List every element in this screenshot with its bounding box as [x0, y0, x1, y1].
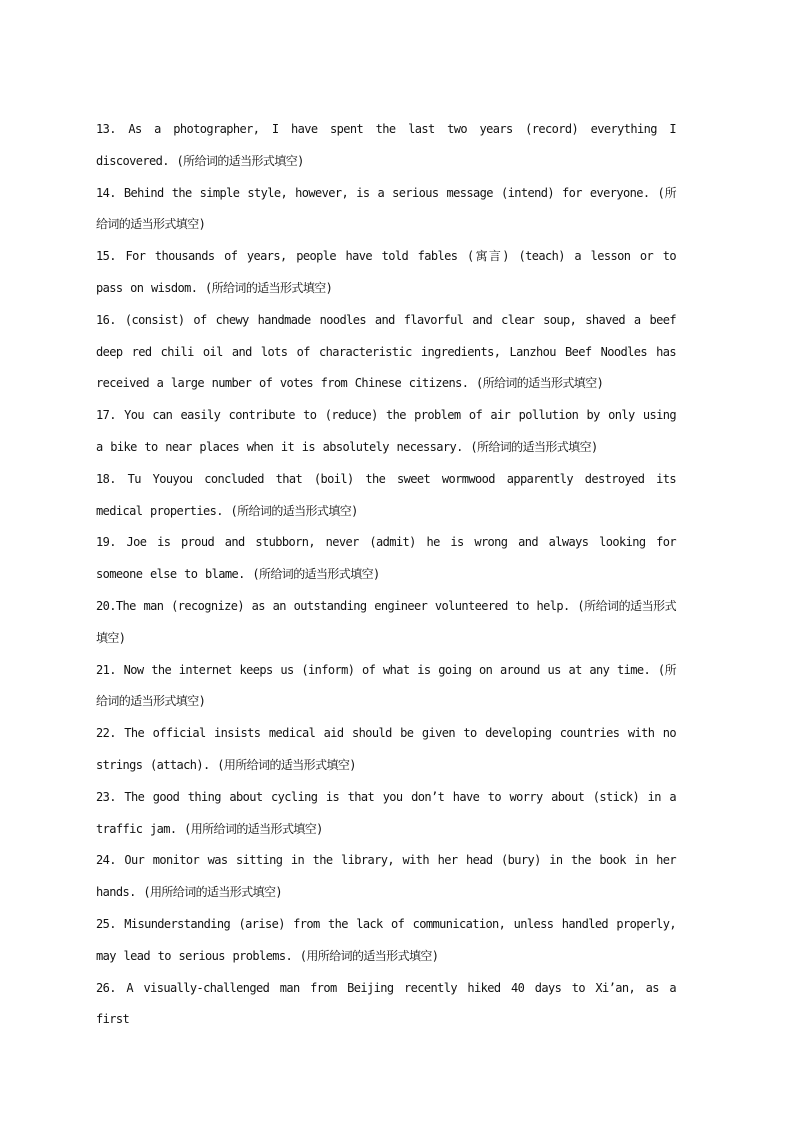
question-23: 23. The good thing about cycling is that you don’t have to worry about (stick) in a traffic jam. (用所给词的适当形式填空) — [96, 789, 676, 836]
question-22: 22. The official insists medical aid should be given to developing countries with no strings (attach). (用所给词的适当形式填空) — [96, 726, 676, 772]
question-20: 20.The man (recognize) as an outstanding engineer volunteered to help. (所给词的适当形式填空) — [96, 598, 676, 645]
question-14: 14. Behind the simple style, however, is a serious message (intend) for everyone. (所给词的适当形式填空) — [96, 185, 676, 232]
question-16: 16. (consist) of chewy handmade noodles and flavorful and clear soup, shaved a beef deep red chili oil and lots of characteristic ingredients, Lanzhou Beef Noodles has received a large number of votes from Chinese citizens. (所给词的适当形式填空) — [96, 312, 676, 391]
question-13: 13. As a photographer, I have spent the last two years (record) everything I discovered. (所给词的适当形式填空) — [96, 122, 676, 168]
question-15: 15. For thousands of years, people have told fables (寓言) (teach) a lesson or to pass on wisdom. (所给词的适当形式填空) — [96, 249, 676, 295]
question-list — [96, 114, 676, 1036]
question-25: 25. Misunderstanding (arise) from the lack of communication, unless handled properly, may lead to serious problems. (用所给词的适当形式填空) — [96, 916, 676, 963]
question-21: 21. Now the internet keeps us (inform) of what is going on around us at any time. (所给词的适当形式填空) — [96, 662, 676, 709]
question-26: 26. A visually-challenged man from Beijing recently hiked 40 days to Xi’an, as a first — [96, 980, 676, 1027]
question-19: 19. Joe is proud and stubborn, never (admit) he is wrong and always looking for someone else to blame. (所给词的适当形式填空) — [96, 535, 676, 582]
question-17: 17. You can easily contribute to (reduce) the problem of air pollution by only using a bike to near places when it is absolutely necessary. (所给词的适当形式填空) — [96, 408, 676, 454]
question-18: 18. Tu Youyou concluded that (boil) the sweet wormwood apparently destroyed its medical properties. (所给词的适当形式填空) — [96, 471, 676, 518]
question-24: 24. Our monitor was sitting in the library, with her head (bury) in the book in her hands. (用所给词的适当形式填空) — [96, 853, 676, 900]
